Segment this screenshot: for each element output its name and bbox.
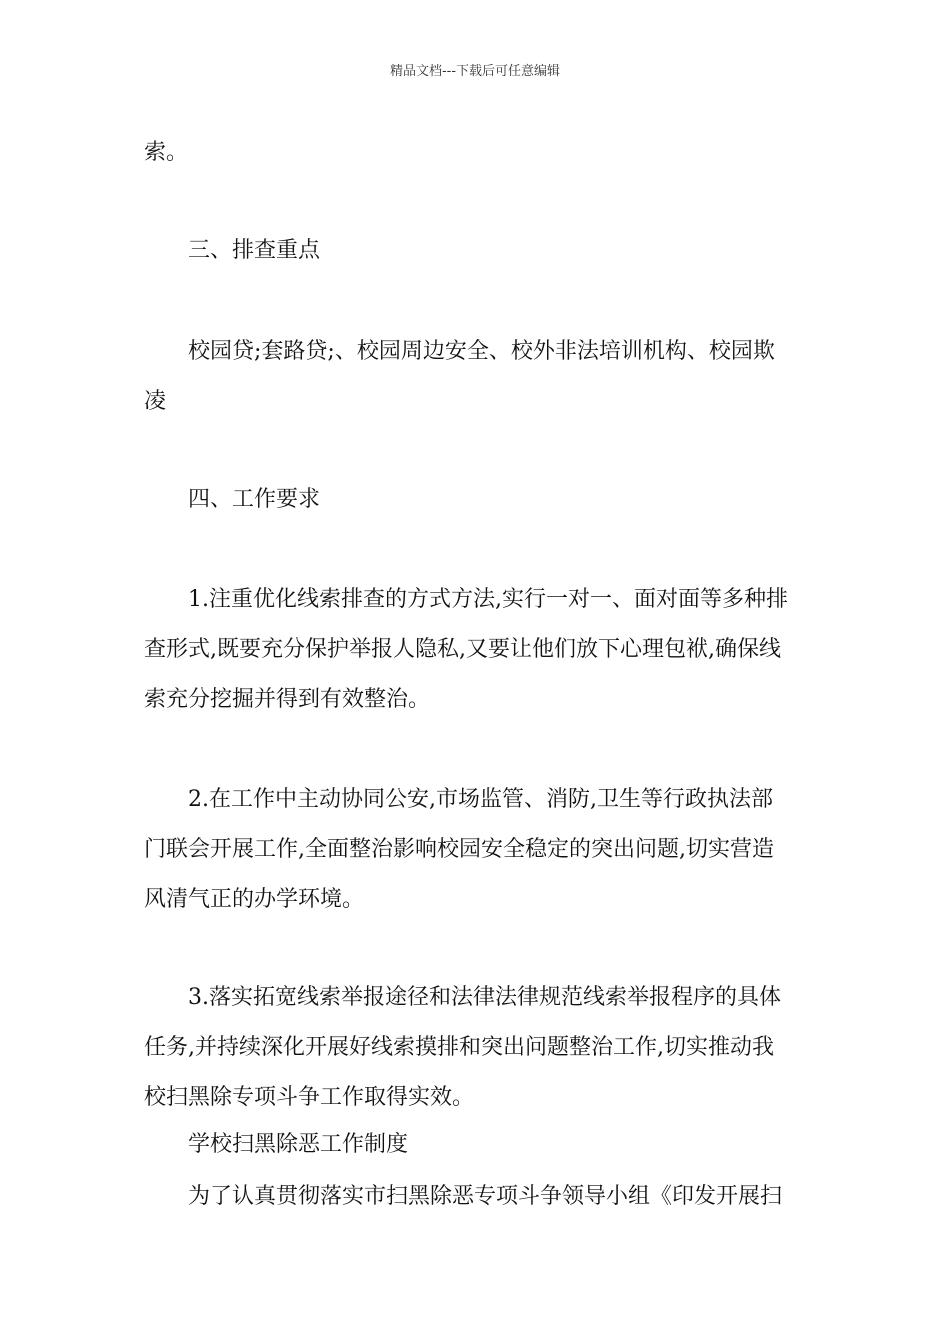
text-line: 校扫黑除专项斗争工作取得实效。 [144,1085,475,1110]
page-header: 精品文档---下载后可任意编辑 [389,64,561,79]
text-line: 1.注重优化线索排查的方式方法,实行一对一、面对面等多种排 [188,587,788,612]
text-line: 风清气正的办学环境。 [144,887,365,912]
text-line: 门联会开展工作,全面整治影响校园安全稳定的突出问题,切实营造 [144,837,774,862]
text-line: 校园贷;套路贷;、校园周边安全、校外非法培训机构、校园欺 [188,339,775,364]
text-line: 凌 [144,389,167,414]
section-heading-3: 三、排查重点 [188,238,321,263]
document-subtitle: 学校扫黑除恶工作制度 [188,1132,409,1157]
text-line: 为了认真贯彻落实市扫黑除恶专项斗争领导小组《印发开展扫 [188,1184,783,1209]
text-line: 索充分挖掘并得到有效整治。 [144,687,431,712]
text-line: 3.落实拓宽线索举报途径和法律法律规范线索举报程序的具体 [188,985,781,1010]
text-line-continuation: 索。 [144,140,189,165]
text-line: 查形式,既要充分保护举报人隐私,又要让他们放下心理包袱,确保线 [144,637,781,662]
text-line: 2.在工作中主动协同公安,市场监管、消防,卫生等行政执法部 [188,787,773,812]
section-heading-4: 四、工作要求 [188,487,321,512]
text-line: 任务,并持续深化开展好线索摸排和突出问题整治工作,切实推动我 [144,1035,774,1060]
